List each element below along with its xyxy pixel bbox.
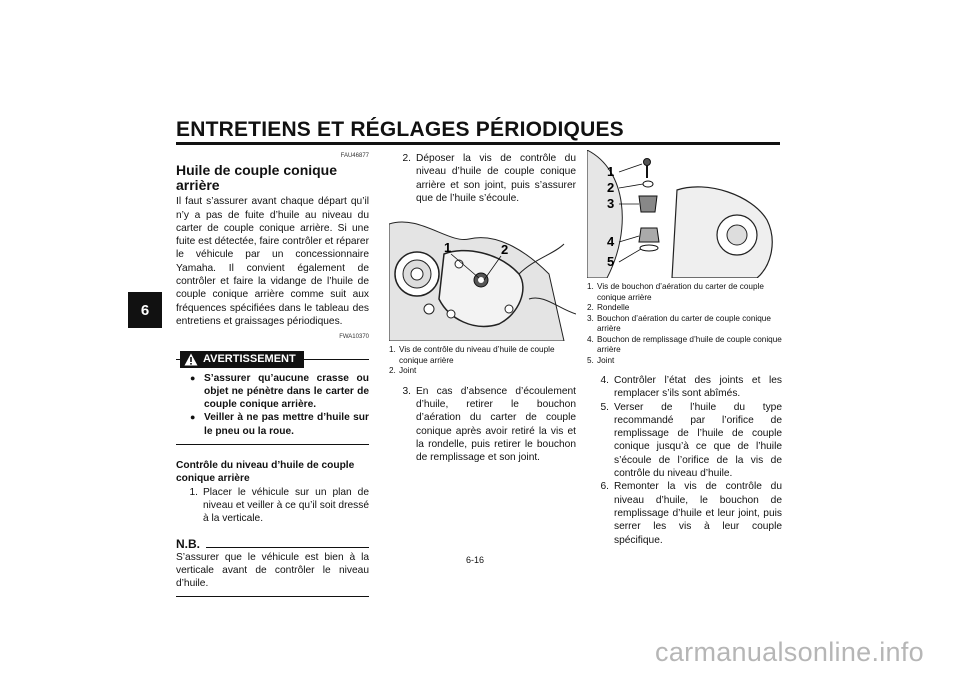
drive-housing-illustration xyxy=(389,214,576,341)
watermark[interactable]: carmanualsonline.info xyxy=(655,637,924,667)
caption-number: 2. xyxy=(389,366,396,376)
figure-label-5: 5 xyxy=(607,254,615,269)
warning-item: ● Veiller à ne pas mettre d’huile sur le pneu ou la roue. xyxy=(190,411,369,438)
caption-text: Bouchon de remplissage d’huile de couple conique arrière xyxy=(597,334,782,354)
chapter-tab[interactable]: 6 xyxy=(128,292,162,328)
caption-number: 4. xyxy=(587,334,594,344)
step-text: Contrôler l’état des joints et les remplacer s’ils sont abîmés. xyxy=(614,375,782,400)
figure-label-3: 3 xyxy=(607,196,615,211)
page-title: ENTRETIENS ET RÉGLAGES PÉRIODIQUES xyxy=(176,118,624,141)
step-number: 6. xyxy=(600,481,609,493)
step-item xyxy=(587,374,782,401)
warning-list xyxy=(176,372,369,438)
step-item xyxy=(389,385,576,465)
steps-list xyxy=(389,152,576,205)
caption-text: Joint xyxy=(399,366,417,376)
warning-header xyxy=(180,351,304,368)
header-rule xyxy=(176,142,780,145)
figure-label-2: 2 xyxy=(501,242,509,258)
step-text: Placer le véhicule sur un plan de niveau et veiller à ce qu’il soit dressé à la verticale. xyxy=(203,486,369,525)
caption-number: 5. xyxy=(587,355,594,365)
warning-label: AVERTISSEMENT xyxy=(203,352,296,365)
step-text: En cas d’absence d’écoulement d’huile, retirer le bouchon d’aération du carter de couple conique après avoir retiré la vis et la rondelle, puis retirer le bouchon de remplissage et son joint. xyxy=(416,385,576,464)
warning-code: FWA10370 xyxy=(339,334,369,341)
breather-assembly-illustration xyxy=(587,150,782,278)
section-heading: Huile de couple conique arrière xyxy=(176,162,338,194)
step-text: Remonter la vis de contrôle du niveau d’huile, le bouchon de remplissage d’huile et leur joint, puis serrer les vis à leur couple spécifique. xyxy=(614,481,782,546)
note-header xyxy=(176,538,369,551)
caption-text: Vis de bouchon d’aération du carter de couple conique arrière xyxy=(597,282,764,302)
warning-triangle-icon xyxy=(184,353,198,366)
step-text: Déposer la vis de contrôle du niveau d’huile de couple conique arrière et son joint, puis s’assurer que de l’huile s’écoule. xyxy=(416,153,576,204)
caption-text: Joint xyxy=(597,355,615,365)
note-box xyxy=(176,538,369,597)
caption-text: Vis de contrôle du niveau d’huile de couple conique arrière xyxy=(399,345,555,365)
step-number: 2. xyxy=(402,153,411,164)
step-item xyxy=(587,480,782,546)
steps-list xyxy=(389,385,576,465)
note-text: S’assurer que le véhicule est bien à la verticale avant de contrôler le niveau d’huile. xyxy=(176,551,369,590)
step-item xyxy=(587,401,782,481)
page-number: 6-16 xyxy=(466,555,485,565)
steps-list xyxy=(176,486,369,526)
figure-label-1: 1 xyxy=(444,240,452,256)
caption-text: Rondelle xyxy=(597,303,630,312)
caption-number: 2. xyxy=(587,303,594,312)
steps-list xyxy=(587,374,782,547)
step-number: 5. xyxy=(600,401,609,413)
caption-number: 1. xyxy=(389,345,396,355)
subheading: Contrôle du niveau d’huile de couple conique arrière xyxy=(176,460,355,485)
caption-text: Bouchon d’aération du carter de couple conique arrière xyxy=(597,313,771,333)
figure-caption xyxy=(389,345,576,377)
figure-label-2: 2 xyxy=(607,180,615,195)
step-number: 3. xyxy=(402,385,411,397)
figure-breather-cap xyxy=(587,150,782,278)
figure-oil-check-bolt xyxy=(389,214,576,341)
figure-label-4: 4 xyxy=(607,234,615,249)
column-middle xyxy=(389,152,576,464)
column-right xyxy=(587,150,782,547)
caption-number: 3. xyxy=(587,313,594,323)
warning-box xyxy=(176,352,369,445)
figure-caption xyxy=(587,282,782,366)
caption-number: 1. xyxy=(587,282,594,291)
step-number: 4. xyxy=(600,375,609,386)
step-number: 1. xyxy=(189,486,198,498)
warning-item: ● S’assurer qu’aucune crasse ou objet ne pénètre dans le carter de couple conique arrière. xyxy=(190,372,369,412)
figure-label-1: 1 xyxy=(607,164,615,179)
step-item xyxy=(389,152,576,205)
intro-paragraph: Il faut s’assurer avant chaque départ qu’il n’y a pas de fuite d’huile au niveau du carter de couple conique arrière. Si une fuite est détectée, faire contrôler et réparer le véhicule par un concessionnaire Yamaha. Il convient également de contrôler et faire la vidange de l’huile de couple conique arrière comme suit aux fréquences spécifiées dans le tableau des entretiens et graissages périodiques. xyxy=(176,196,369,327)
step-item xyxy=(176,486,369,526)
note-label: N.B. xyxy=(176,536,200,551)
step-text: Verser de l’huile du type recommandé par l’orifice de remplissage de l’huile de couple conique jusqu’à ce que de l’huile s’écoule de l’orifice de la vis de contrôle du niveau d’huile. xyxy=(614,401,782,480)
column-left xyxy=(176,150,369,597)
section-code: FAU46877 xyxy=(340,153,369,159)
